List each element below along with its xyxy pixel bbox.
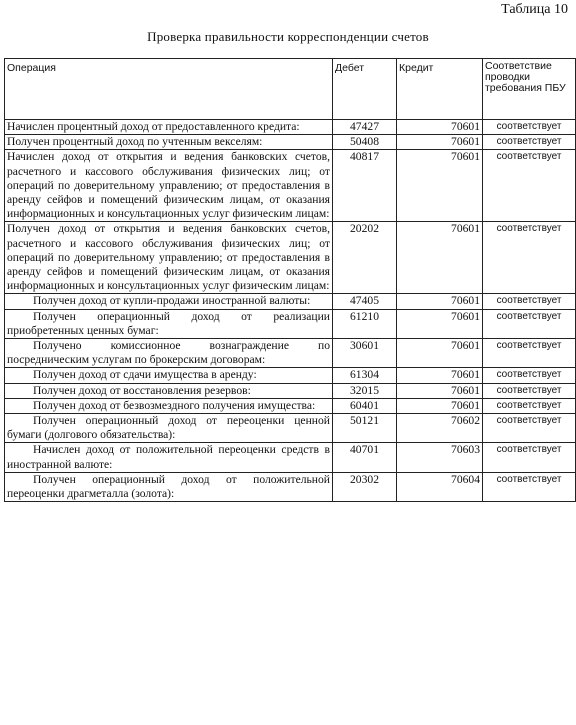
table-row	[5, 120, 576, 135]
operation-cell: Получен доход от безвозмездного получения имущества:	[5, 398, 333, 413]
compliance-cell: соответствует	[483, 294, 576, 309]
compliance-cell: соответствует	[483, 120, 576, 135]
credit-cell: 70601	[397, 383, 483, 398]
debit-cell: 32015	[333, 383, 397, 398]
debit-cell: 60401	[333, 398, 397, 413]
operation-cell: Получен операционный доход от переоценки ценной бумаги (долгового обязательства):	[5, 414, 333, 443]
operation-cell: Начислен процентный доход от предоставленного кредита:	[5, 120, 333, 135]
operation-cell: Получен доход от восстановления резервов:	[5, 383, 333, 398]
operation-cell: Получен процентный доход по учтенным векселям:	[5, 135, 333, 150]
header-row	[5, 59, 576, 120]
compliance-cell: соответствует	[483, 398, 576, 413]
debit-cell: 20302	[333, 472, 397, 501]
operation-cell: Начислен доход от положительной переоценки средств в иностранной валюте:	[5, 443, 333, 472]
operation-cell: Получено комиссионное вознаграждение по посредническим услугам по брокерским договорам:	[5, 339, 333, 368]
correspondence-table	[4, 58, 576, 502]
debit-cell: 50408	[333, 135, 397, 150]
debit-cell: 40817	[333, 150, 397, 222]
debit-cell: 61210	[333, 309, 397, 338]
operation-cell: Получен доход от открытия и ведения банковских счетов, расчетного и кассового обслуживания физических лиц; от операций по доверительному управлению; от предоставления в аренду сейфов и помещений физическим лицам, от оказания информационных и консультационных услуг физическим лицам:	[5, 222, 333, 294]
compliance-cell: соответствует	[483, 309, 576, 338]
compliance-cell: соответствует	[483, 383, 576, 398]
credit-cell: 70601	[397, 339, 483, 368]
operation-cell: Получен доход от сдачи имущества в аренду:	[5, 368, 333, 383]
compliance-cell: соответствует	[483, 368, 576, 383]
debit-cell: 40701	[333, 443, 397, 472]
credit-cell: 70602	[397, 414, 483, 443]
compliance-cell: соответствует	[483, 150, 576, 222]
credit-cell: 70601	[397, 294, 483, 309]
table-row	[5, 368, 576, 383]
table-row	[5, 222, 576, 294]
table-row	[5, 135, 576, 150]
credit-cell: 70601	[397, 135, 483, 150]
table-row	[5, 443, 576, 472]
table-row	[5, 414, 576, 443]
table-body	[5, 120, 576, 502]
debit-cell: 47405	[333, 294, 397, 309]
credit-cell: 70604	[397, 472, 483, 501]
operation-cell: Получен операционный доход от положительной переоценки драгметалла (золота):	[5, 472, 333, 501]
table-row	[5, 339, 576, 368]
credit-cell: 70601	[397, 120, 483, 135]
table-row	[5, 150, 576, 222]
debit-cell: 30601	[333, 339, 397, 368]
header-credit: Кредит	[397, 59, 483, 120]
operation-cell: Начислен доход от открытия и ведения банковских счетов, расчетного и кассового обслуживания физических лиц; от операций по доверительному управлению; от предоставления в аренду сейфов и помещений физическим лицам, от оказания информационных и консультационных услуг физическим лицам:	[5, 150, 333, 222]
table-number: Таблица 10	[501, 2, 568, 17]
debit-cell: 20202	[333, 222, 397, 294]
compliance-cell: соответствует	[483, 135, 576, 150]
debit-cell: 47427	[333, 120, 397, 135]
credit-cell: 70601	[397, 222, 483, 294]
table-row	[5, 398, 576, 413]
header-debit: Дебет	[333, 59, 397, 120]
operation-cell: Получен доход от купли-продажи иностранной валюты:	[5, 294, 333, 309]
table-row	[5, 383, 576, 398]
compliance-cell: соответствует	[483, 414, 576, 443]
debit-cell: 61304	[333, 368, 397, 383]
operation-cell: Получен операционный доход от реализации приобретенных ценных бумаг:	[5, 309, 333, 338]
credit-cell: 70601	[397, 309, 483, 338]
header-compliance: Соответствие проводки требования ПБУ	[483, 59, 576, 120]
credit-cell: 70601	[397, 368, 483, 383]
table-title: Проверка правильности корреспонденции счетов	[147, 29, 429, 44]
compliance-cell: соответствует	[483, 222, 576, 294]
credit-cell: 70601	[397, 398, 483, 413]
compliance-cell: соответствует	[483, 472, 576, 501]
debit-cell: 50121	[333, 414, 397, 443]
header-operation: Операция	[5, 59, 333, 120]
table-row	[5, 294, 576, 309]
compliance-cell: соответствует	[483, 443, 576, 472]
table-row	[5, 309, 576, 338]
table-row	[5, 472, 576, 501]
credit-cell: 70603	[397, 443, 483, 472]
credit-cell: 70601	[397, 150, 483, 222]
compliance-cell: соответствует	[483, 339, 576, 368]
